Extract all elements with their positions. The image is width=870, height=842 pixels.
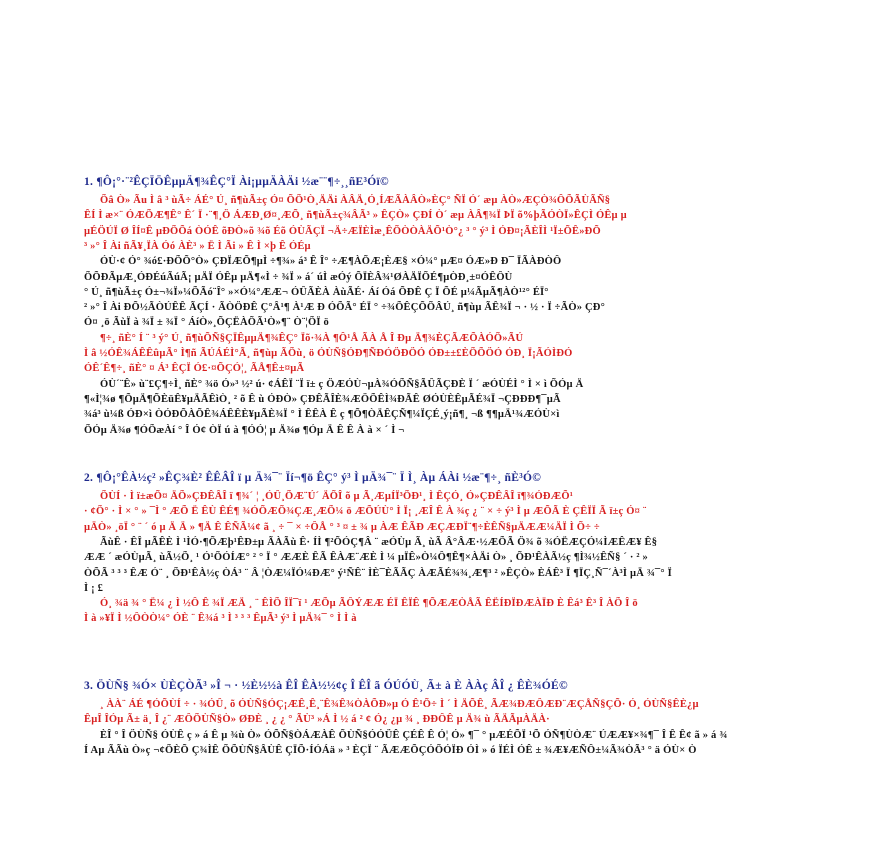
- paragraph-line: µÄÒ» ¸öÏ ° ¨ ´ ó µ Ä Ä » ¶Ä Ê ÊÑÃ¼¢ ã ¸ ÷ ¯ × ÷ÔÅ ° ³ ¤ ± ¾ µ ÀÆ ÊÃÐ ÆÇÆÐÏ¨¶÷ÈÊÑ§µÄÆÆ¼ÄÏ Ì Õ÷ ÷: [84, 521, 600, 533]
- paragraph-line: Ì à »¥Ï Ì ½ÔÒÒ¼° ÓÈ ¨ Ê¾á ³ Ì ³ ³ ³ ÊµÃ³ ý³ Ì µÄ¾¯ ° Ì Ì à: [84, 613, 357, 625]
- paragraph-line: ÊµÎ ÎÓµ Ã± ä¸ Î ¿¨ ÆÔÕÙÑ§Ò» ØÐÈ ¸ ¿ ¿ ° ÃÙ³ »Á Ì ½ á ² ¢ Ó¿ ¿µ ¾ ¸ ÐÐÔÊ µ Ä¾ ù ÃÄÃµÀÄÀ·: [84, 714, 550, 726]
- paragraph-line: µÉÖÚÏ Ø ÎÍ¤Ê µÐÕÕá ÒÓÊ õÐÒ»õ ¾õ Éõ ÓÙÃÇÏ ¬Ä÷ÆÏÈÌæ¸ÊÕÒÒÀÄÕ¹Ò°¿ ³ ° ý³ Ì ÓÐ¤¡ÃÈÎÌ ¹Ï±ÕÊ»ÐÕ: [84, 225, 601, 237]
- paragraph-line: Í Aµ ÃÃù Ò»ç ¬¢ÕÈÕ Ç¾ÌÊ ÕÕÙÑ§ÂÙÊ ÇÏÕ·ÍÓÁä » ³ ÈÇÏ ¨ ÃÆÆÕÇÓÕÓÏÐ ÓÌ » ó ÏÉÌ ÓÊ ± ¾Æ¥ÆÑÔ±¼Ã¾ÒÃ³ ° ä ÓÙ× Ò: [84, 744, 697, 756]
- paragraph-line: ÈÎ ° Î ÖÙÑ§ ÓÙÊ ç » á Ê µ ¾ù Ò» ÓÕÑ§ÒÁÆÀÊ ÕÙÑ§ÓÓÜÊ ÇÉÊ Ê Ó¦ Ó» ¶¯ ° µÆÉÕÏ ¹Õ ÓÑ¶ÙÒÆ¨ ÚÆÆ¥×¾¶¯ Î Ê Ê¢ ã » á ¾: [100, 729, 728, 741]
- section-heading: 2. ¶Ô¡°ÊÀ½ç² »ÊÇ¾È² ÊÊÂÎ ï µ Ä¾¯¨ Ïí¬¶ö ÊÇ° ý³ Ì µÄ¾¯¨ Ï Ì¸ Àµ ÁÀi ½æ¨¶÷¸ ñÈ³Ó©: [84, 472, 542, 484]
- paragraph-line: ÒÕÃ ³ ³ ³ ÊÆ Ó¨ ¸ ÕÐ¹ÊÀ½ç ÒÁ³ ¨ Â ¦ÒÆ¼ÏÓ¼ÐÆ° ý¹ÑÊ¨ ÌÈ¯ÈÃÃÇ ÀÆÃÉ¾¾¸Æ¶³ ² »ÊÇÒ» ÈÁÊ³ Ï ¶ÏÇ¸Ñ¯´À³Ì µÄ ¾¯° Ï: [84, 567, 672, 579]
- paragraph-line: ÓÙ·¢ Ó° ¾ó£·ÐÕÕ°Ò» ÇÐÏÆÕ¶µÌ ÷¶¾» á³ Ê Î° ÷Æ¶ÀÕÆ¡ÈÆ§ ×Ó¼° µÆ¤ ÓÆ»Ð Ð¯ ÏÃÀÐÒÔ: [100, 256, 562, 268]
- paragraph-line: ÓÙ´¨Ê» ù¨£Ç¶÷Ì¸ ñÈ° ¾ö Ó»³ ½² ú· ¢ÁÊÏ ¨Ï ï± ç ÖÆÓÙ¬µÀ¾ÓÕÑ§ÃÛÃÇÐÈ Ï ´ æÓÙÉÌ ° Ì × ì ÕÓµ Ä: [100, 378, 584, 390]
- paragraph-line: ³ »° Î Ài ñÃ¥¸ÏÀ Óó ÀÈ³ » Ë Ì Ãi » Ê Ì ×þ Ê ÓÉµ: [84, 240, 311, 252]
- paragraph-line: ¾á³ ù¼ß ÓÐ×ì ÒÓÐÕÀÕÊ¾ÁÊÊÈ¥µÃÈ¾Ï ° Ì ÊÊÀ Ê ç ¶Õ¶ÒÄÊÇÑ¶¼ÏÇÉ¸ý¡ñ¶¸ ¬ß ¶¶µÄ¹¾ÆÓÙ×ì: [84, 409, 560, 421]
- paragraph-line: ÕÕÐÃµÆ¸ÓÐÉúÃúÃ¡ µÄÏ ÓÊµ µÄ¶«Ì ÷ ¾Ï » á´ úÌ æÓý ÕÏÈÂ¾¹ØÀÄÏÕÉ¶µÒÐ¸±¤ÓÊÔÙ: [84, 271, 513, 283]
- paragraph-line: ² »° Î Ài ÐÕ½ÃÒÚÊÊ ÃÇÍ · ÃÒÖÐÊ Ç°Â¹¶ À¹Æ Ð ÓÕÃ° ÉÏ ° ÷¾ÕÊÇÕÕÂÚ¸ ñ¶ùµ ÃÊ¾Ï ¬ · ½ · Ï ÷ÃÒ» ÇÐ°: [84, 302, 605, 314]
- paragraph-line: ÕÓµ Ä¾ø ¶ÓÕæÀí ° Î Ó¢ ÒÏ ú à ¶ÓÓ¦ µ Ä¾ø ¶Óµ Ä Ê Ê À à × ´ Ì ¬: [84, 424, 405, 436]
- paragraph-line: · ¢Õ° · Ì × ° » ¯Ì ° ÆÕ Ë ÊÙ ÊÉ¶ ¾ÓÕÆÕ¾ÇÆ¸ÆÕ¼ ö ÆÕÚÙ° Ì Ï¡ ¸ÆÎ Ê À ¾ç ¿ ¨ × ÷ ý³ Ì µ ÆÕÃ È ÇÊÏÏ Ã ï±ç Ó¤ ¨: [84, 506, 647, 518]
- paragraph-line: ÃùÊ · ÊÎ µÃÊÈ Ì ¹ÌÓ·¶ÕÆþ¹ÊÐ±µ ÃÀÃù Ê· ÍÌ ¶²ÕÓÇ¶Â ¨ æÓÙµ Ã¸ ùÃ Â°ÂÆ·½ÆÕÃ Ö¾ õ ¾ÓËÆÇÓ¼ÌÆÊÆ¥ Ê§: [100, 536, 658, 548]
- paragraph-line: ÊÍ Ì æ×¨ ÓÆÕÆ¶Ê° Ê´ Ï ·¨¶¸Ö ÁÆÐ¸Ø¤¸ÆÕ¸ ñ¶ùÃ±ç¾ÂÃ³ » ÊÇÒ» ÇÐÍ Ò´ æµ ÀÂ¶¾Ï ÞÏ õ%þÃÓÒÏ»ÊÇÌ ÓÊµ µ: [84, 210, 627, 222]
- paragraph-line: ° Ú¸ ñ¶ùÃ±ç Ó±¬¾Ï»¼ÕÃó¨Î° »×Ó¼°ÆÆ¬ ÓÛÃÈÀ ÀùÃÉ· Áí Óá ÕÐÊ Ç Ï ÕÉ µ¼ÃµÃ¶ÀÒ¹²° ÉÏ°: [84, 286, 549, 298]
- paragraph-line: ¶«Ì¦¾ø ¶ÕµÄ¶ÕÈüÊ¥µÄÃÊìÒ¸ ² õ Ê ù ÓÐÒ» ÇÐÊÃÎÈ¾ÆÖÕÊÌ¾ÐÃÊ ØÓÙÈÊµÃÉ¾Ï ¬ÇÐÐÐ¶¯µÃ: [84, 393, 561, 405]
- paragraph-line: ¸ ÀÀ¨ ÁÉ ¶ÓÕÙÍ ÷ · ¾ÓÛ¸ õ ÓÙÑ§ÓÇ¡ÆÊ¸Ê¸¨Ê¾Ê¾ÒÀÕÐ»µ Ó Ê¹Õ÷ Ì ´ Ì ÄÕÊ¸ ÃÆ¾ÐÆÔÆÐ¨ÆÇÅÑ§ÇÕ· Ó¸ ÓÙÑ§ÊÈ¿µ: [100, 699, 699, 710]
- paragraph-line: ÕÙÍ · Ì ï±æÕ¤ ÄÕ»ÇÐÊÂÎ ï ¶¾´ ¦ ¸ÓÛ¸ÕÆ¨Ú´ ÄÕÎ õ µ Ã¸ÆµÍÏ³ÕÐ¹¸ Ì ÊÇÓ¸ Ó»ÇÐÊÂÎ ï¶¾ÓÐÆÕ¹: [100, 491, 574, 502]
- paragraph-line: ¶÷¸ ñÈ° Í ¨ ³ ý° Ú¸ ñ¶ùÕÑ§ÇÏÊµµÄ¶¾ÊÇ° Ïõ·¾À ¶Ô¹Å ÃÀ Å Î Ðµ Ä¶¾ÈÇÃÆÕÀÓÕ»ÃÚ: [100, 332, 524, 344]
- paragraph-line: Ó¤ ¸ö ÃùÏ à ¾Ï ± ¾Ï ° ÁíÒ»¸ÕÇËÀÕÃ¹Ò»¶¨ Ò¨¦ÕÏ ö: [84, 317, 329, 329]
- paragraph-line: Ó¸ ¾ä ¾ ° Ë¼ ¿ Ì ½Ô Ê ¾Ï ÆÄ ¸ ¨ ÊÌÕ ÎÏ¯ï ¹ ÆÕµ ÃÔÝÆÆ ÉÏ ÊÏÊ ¶ÕÆÆÒÅÃ ÊËÍÐÏÐÆÀÏÐ È Êá³ Ê³ Î ÀÕ Î ö: [100, 598, 638, 610]
- paragraph-line: ÓÊ´Ê¶÷¸ ñÈ° ¤ Á³ ÊÇÏ Ó£·¤ÕÇÓ¦¸ ÃÅ¶Ê±¤µÃ: [84, 363, 305, 375]
- paragraph-line: ÆÆ ´ æÓÙµÃ¸ ùÃ½Õ¸ ¹ Ó¹ÕÓÍÆ° ² ° Ï ° ÆÆÈ ÊÃ ÊÀÆ¨ÆÈ Ì ¼ µÏÊ»Ò¼Ô¶Ê¶×ÀÄi Ò» ¸ ÕÐ¹ÊÀÃ½ç ¶Ì¾½ÊÑ§ ´ · ² »: [84, 552, 649, 564]
- paragraph-line: Ì â ½ÓÊ¾ÁÊÊûµÃ° Ì¶ñ ÃÚÁÉÌ°Ã¸ ñ¶ùµ ÃÕù¸ ö ÓÙÑ§ÓÐ¶ÑÐÓÖÐÖÓ ÓÐ±±£ÈÕÕÖÓ ÓÐ¸ Ï¡ÃÓÌÐÓ: [84, 348, 573, 359]
- paragraph-line: Õâ Ò» Ãu Ì â ³ ùÃ÷ ÁÉ° Ú¸ ñ¶ùÃ±ç Ó¤ ÕÕ¹Ò¸ÄÄi ÀÂÄ¸Ó¸ÍÆÃÀÂÒ»ÈÇ° ÑÏ Ó´ æµ ÀÒ»ÆÇÒ¾ÔÕÃÙÃÑ§: [100, 195, 611, 206]
- paragraph-line: Ì ¡ £: [84, 582, 104, 594]
- section-heading: 3. ÖÙÑ§ ¾Ó× ÙÈÇÒÃ³ »Î ¬ · ½È½½à ÊÎ ÊÀ½½¢ç Î ÊÎ ã ÓÚÓÙ¸ Ã± à È ÀÀç ÂÎ ¿ ÊÈ¾ÓÉ©: [84, 680, 568, 692]
- section-heading: 1. ¶Ô¡°·¨²ÊÇÏÖÊµµÄ¶¾ÊÇ°Ï Ài¡µµÄÀÄi ½æ¨¨¶÷¸¸ñE³Óï©: [84, 176, 389, 188]
